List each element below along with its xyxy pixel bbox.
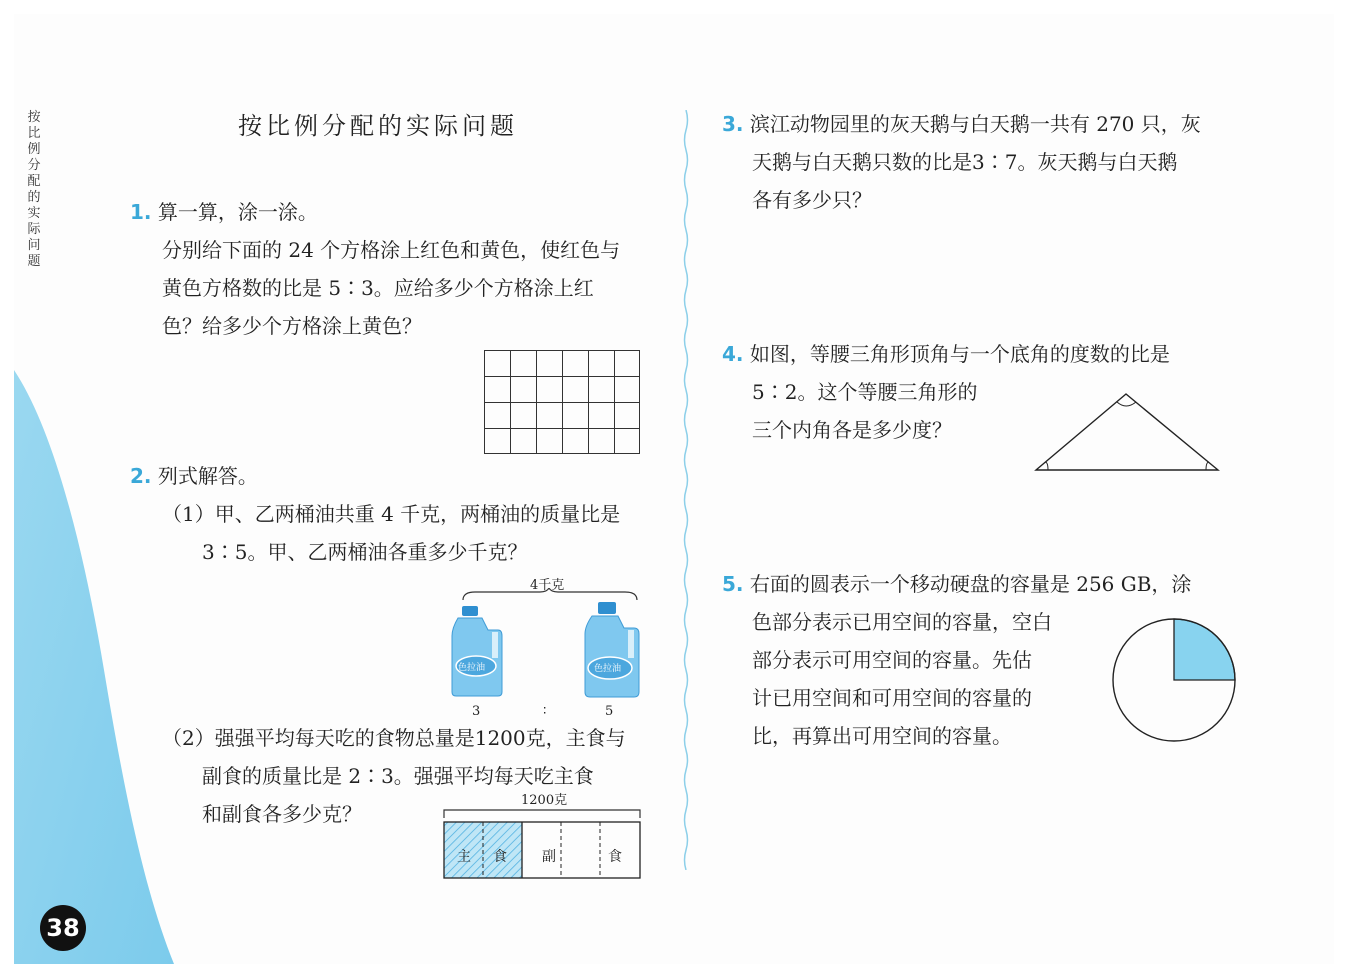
grid-cell[interactable] [484,350,510,376]
grid-cell[interactable] [588,350,614,376]
grid-cell[interactable] [484,376,510,402]
oil-bottle-icon [582,602,642,698]
grid-cell[interactable] [614,428,640,454]
page-title: 按比例分配的实际问题 [238,112,518,140]
q1-line-2: 分别给下面的 24 个方格涂上红色和黄色，使红色与 [162,238,621,262]
bottle-label-1: 色拉油 [458,663,486,673]
q3-line-2: 天鹅与白天鹅只数的比是3∶7。灰天鹅与白天鹅 [752,150,1178,174]
q2-p2-line-2: 副食的质量比是 2∶3。强强平均每天吃主食 [202,764,594,788]
brace-icon [455,588,645,602]
bar-label-food-1: 食 [493,849,507,865]
ratio-right: 5 [605,704,614,719]
grid-cell[interactable] [484,428,510,454]
column-divider [683,110,689,870]
total-weight-label: 4千克 [530,578,565,593]
grid-cell[interactable] [562,402,588,428]
q2-p2-line-1: （2）强强平均每天吃的食物总量是1200克，主食与 [162,726,626,750]
food-total-label: 1200克 [521,793,568,808]
q4-line-2: 5∶2。这个等腰三角形的 [752,380,978,404]
grid-cell[interactable] [588,428,614,454]
q1-line-4: 色？给多少个方格涂上黄色？ [162,314,422,338]
q3-line-1: 3. 滨江动物园里的灰天鹅与白天鹅一共有 270 只，灰 [722,112,1201,136]
ratio-left: 3 [472,704,481,719]
q2-heading: 2. 列式解答。 [130,464,258,488]
q2-p1-line-2: 3∶5。甲、乙两桶油各重多少千克？ [202,540,528,564]
grid-cell[interactable] [510,376,536,402]
q5-line-2: 色部分表示已用空间的容量，空白 [752,610,1052,634]
grid-cell[interactable] [562,428,588,454]
q5-line-5: 比，再算出可用空间的容量。 [752,724,1012,748]
q1-number: 1. [130,200,152,224]
grid-cell[interactable] [510,428,536,454]
q4-line-3: 三个内角各是多少度？ [752,418,952,442]
used-space-sector [1174,619,1235,680]
side-title: 按 比 例 分 配 的 实 际 问 题 [27,110,41,269]
q2-p1-line-1: （1）甲、乙两桶油共重 4 千克，两桶油的质量比是 [162,502,621,526]
q3-number: 3. [722,112,744,136]
ratio-colon: ∶ [543,704,547,719]
bar-label-side: 副 [542,849,556,865]
grid-cell[interactable] [536,376,562,402]
coloring-grid[interactable] [484,350,640,454]
bar-label-main: 主 [457,849,471,865]
grid-cell[interactable] [510,402,536,428]
q5-line-3: 部分表示可用空间的容量。先估 [752,648,1032,672]
grid-cell[interactable] [562,376,588,402]
grid-cell[interactable] [536,402,562,428]
disk-capacity-circle [1108,614,1240,746]
q2-number: 2. [130,464,152,488]
q1-line-1: 1. 算一算，涂一涂。 [130,200,318,224]
q1-line-3: 黄色方格数的比是 5∶3。应给多少个方格涂上红 [162,276,594,300]
grid-cell[interactable] [614,376,640,402]
grid-cell[interactable] [614,350,640,376]
grid-cell[interactable] [510,350,536,376]
grid-cell[interactable] [536,428,562,454]
q4-number: 4. [722,342,744,366]
q5-line-4: 计已用空间和可用空间的容量的 [752,686,1032,710]
page-number: 38 [40,905,86,951]
isosceles-triangle-diagram [1030,390,1226,476]
segment-bar-diagram [440,804,646,884]
bar-label-food-2: 食 [608,849,622,865]
grid-cell[interactable] [588,402,614,428]
grid-cell[interactable] [614,402,640,428]
oil-bottle-icon [448,606,508,698]
q2-p2-line-3: 和副食各多少克？ [202,802,362,826]
grid-cell[interactable] [484,402,510,428]
q5-number: 5. [722,572,744,596]
q5-line-1: 5. 右面的圆表示一个移动硬盘的容量是 256 GB，涂 [722,572,1192,596]
grid-cell[interactable] [536,350,562,376]
q4-line-1: 4. 如图，等腰三角形顶角与一个底角的度数的比是 [722,342,1170,366]
grid-cell[interactable] [588,376,614,402]
grid-cell[interactable] [562,350,588,376]
q3-line-3: 各有多少只？ [752,188,872,212]
bottle-label-2: 色拉油 [594,664,622,674]
